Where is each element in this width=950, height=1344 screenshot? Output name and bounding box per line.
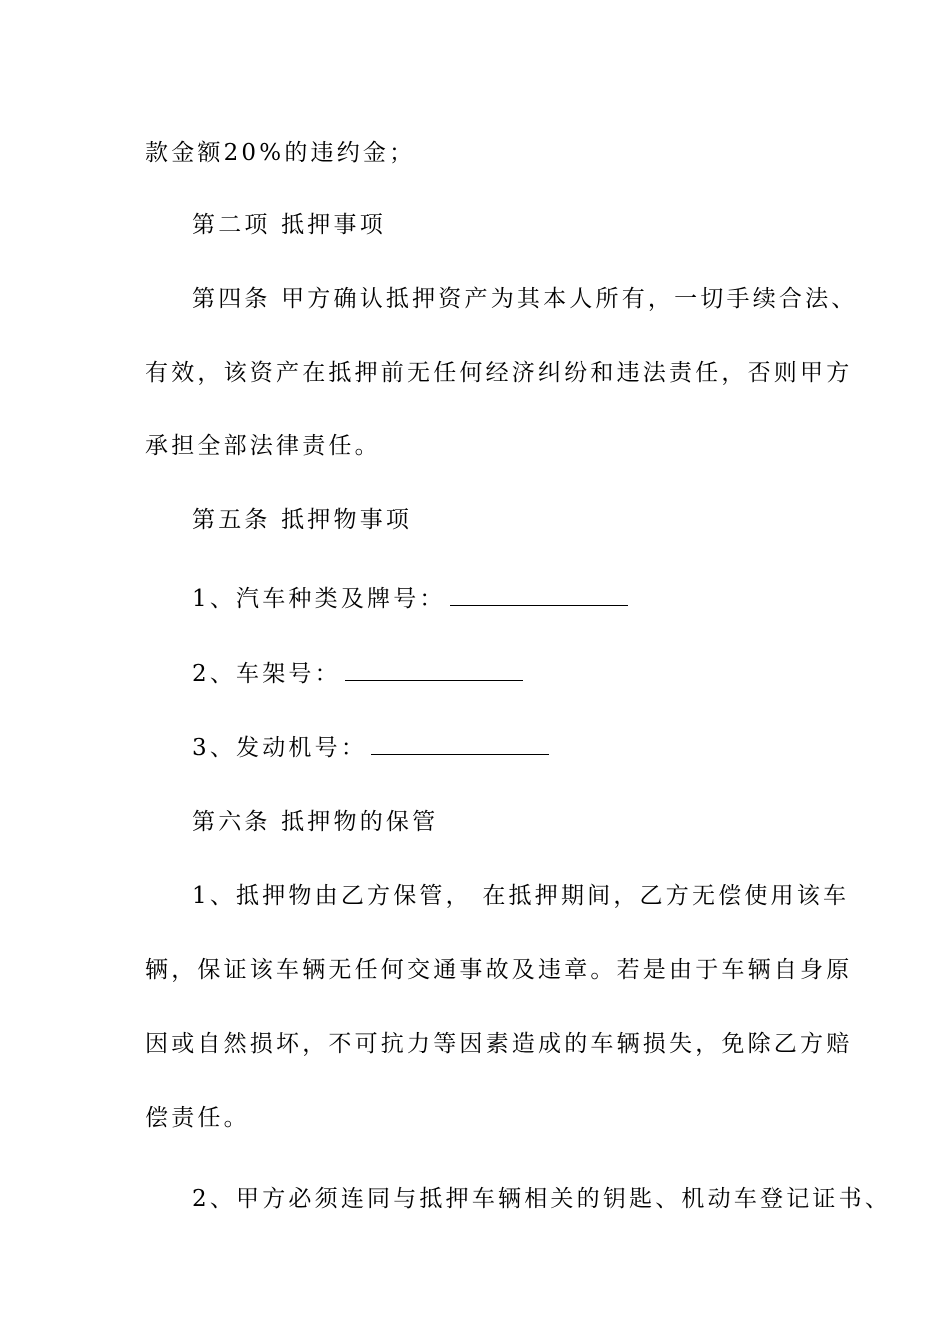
text-line-penalty: 款金额20%的违约金；	[145, 140, 416, 166]
article-6-heading: 第六条 抵押物的保管	[192, 809, 439, 835]
section-heading-mortgage: 第二项 抵押事项	[192, 212, 386, 238]
vehicle-type-blank-field[interactable]	[450, 604, 628, 606]
article-4-line-3: 承担全部法律责任。	[145, 433, 381, 459]
article-6-clause-1-line-2: 辆，保证该车辆无任何交通事故及违章。若是由于车辆自身原	[145, 957, 853, 983]
item-vehicle-type	[192, 584, 628, 614]
frame-number-blank-field[interactable]	[345, 679, 523, 681]
item-frame-number	[192, 659, 523, 689]
item-frame-number-label: 2、车架号：	[192, 661, 341, 687]
article-6-clause-1-line-4: 偿责任。	[145, 1105, 250, 1131]
item-engine-number-label: 3、发动机号：	[192, 735, 368, 761]
article-6-clause-2-line-1: 2、甲方必须连同与抵押车辆相关的钥匙、机动车登记证书、	[192, 1186, 892, 1212]
item-engine-number	[192, 733, 549, 763]
engine-number-blank-field[interactable]	[371, 753, 549, 755]
article-6-clause-1-line-3: 因或自然损坏，不可抗力等因素造成的车辆损失，免除乙方赔	[145, 1031, 853, 1057]
article-6-clause-1-line-1: 1、抵押物由乙方保管， 在抵押期间，乙方无偿使用该车	[192, 883, 850, 909]
article-4-line-1: 第四条 甲方确认抵押资产为其本人所有，一切手续合法、	[192, 286, 858, 312]
item-vehicle-type-label: 1、汽车种类及牌号：	[192, 586, 446, 612]
article-4-line-2: 有效，该资产在抵押前无任何经济纠纷和违法责任，否则甲方	[145, 360, 853, 386]
article-5-heading: 第五条 抵押物事项	[192, 507, 413, 533]
